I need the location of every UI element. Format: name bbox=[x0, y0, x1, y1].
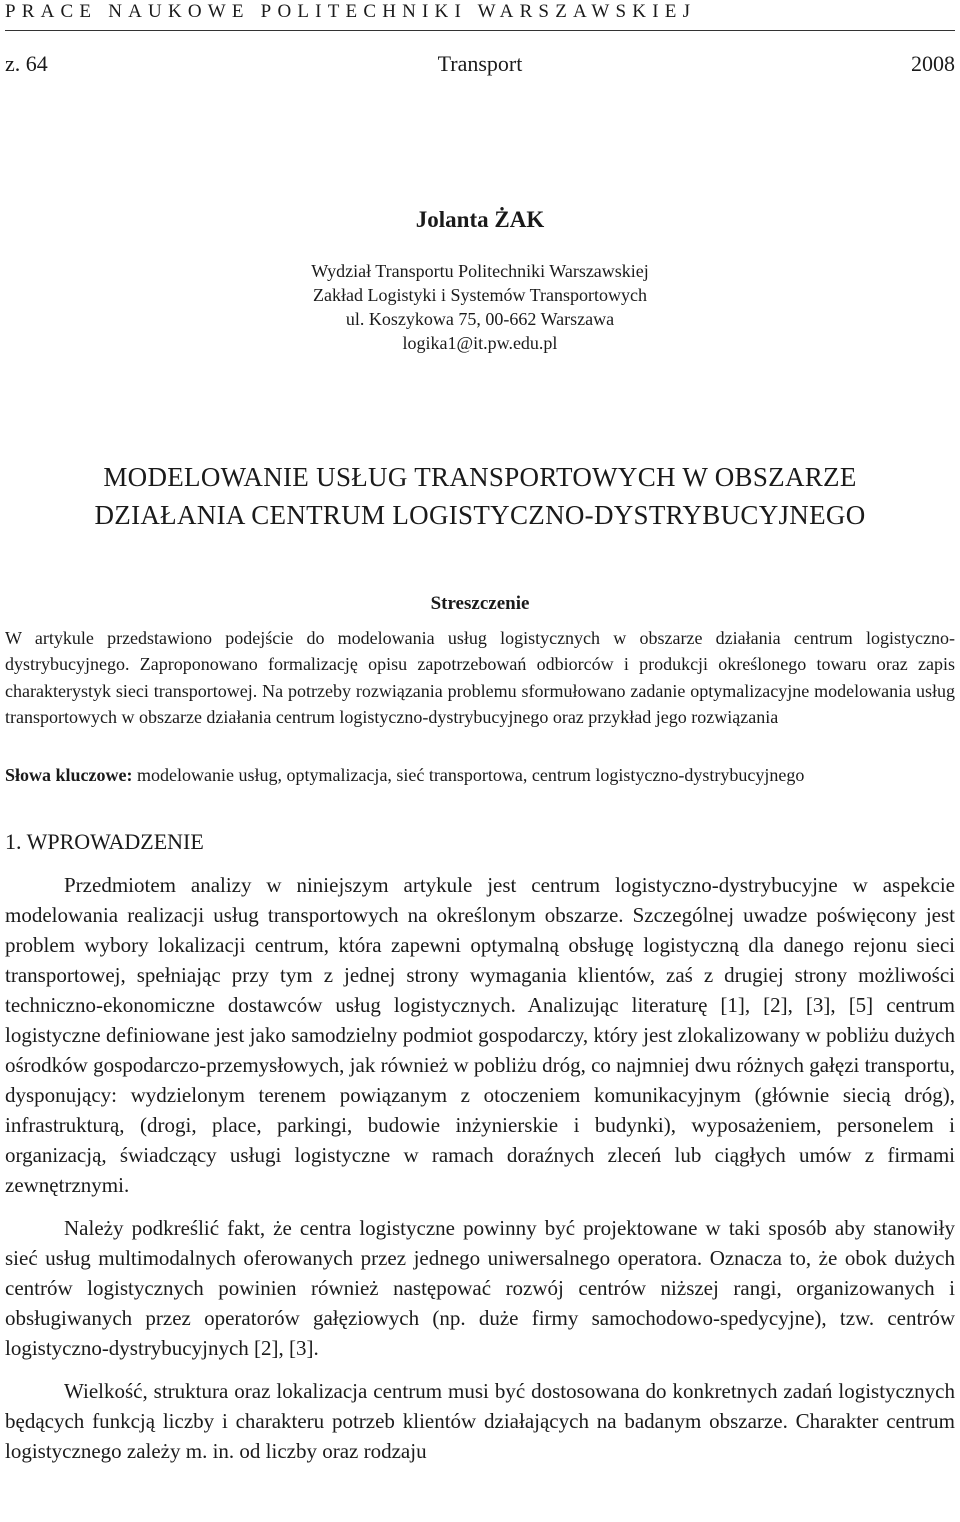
keywords-text: modelowanie usług, optymalizacja, sieć transportowa, centrum logistyczno-dystrybucyjnego bbox=[132, 765, 805, 785]
abstract-heading: Streszczenie bbox=[430, 593, 530, 614]
issue-number: z. 64 bbox=[5, 51, 48, 76]
affiliation-department: Zakład Logistyki i Systemów Transportowych bbox=[313, 285, 647, 305]
affiliation-email[interactable]: logika1@it.pw.edu.pl bbox=[402, 333, 558, 353]
body-paragraph-2: Należy podkreślić fakt, że centra logistyczne powinny być projektowane w taki sposób aby stanowiły sieć usług multimodalnych oferowanych przez jednego uniwersalnego operatora. Oznacza to, że obok dużych centrów logistycznych powinien również następować rozwój centrów niższej rangi, organizowanych i obsługiwanych przez operatorów gałęziowych (np. duże firmy samochodowo-spedycyjne), tzw. centrów logistyczno-dystrybucyjnych [2], [3]. bbox=[5, 1216, 955, 1360]
affiliation-address: ul. Koszykowa 75, 00-662 Warszawa bbox=[345, 309, 615, 329]
affiliation-faculty: Wydział Transportu Politechniki Warszawskiej bbox=[311, 261, 649, 281]
section-body bbox=[5, 870, 955, 1479]
keywords bbox=[5, 762, 955, 788]
author-affiliation bbox=[0, 259, 960, 355]
body-paragraph-3: Wielkość, struktura oraz lokalizacja centrum musi być dostosowana do konkretnych zadań logistycznych będących funkcją liczby i charakteru potrzeb klientów działających na badanym obszarze. Charakter centrum logistycznego zależy m. in. od liczby oraz rodzaju bbox=[5, 1379, 955, 1463]
issue-section: Transport bbox=[437, 51, 523, 76]
header-rule bbox=[5, 30, 955, 31]
paper-title bbox=[0, 458, 960, 534]
keywords-label: Słowa kluczowe: bbox=[5, 765, 133, 785]
body-paragraph-1: Przedmiotem analizy w niniejszym artykule jest centrum logistyczno-dystrybucyjne w aspekcie modelowania realizacji usług transportowych na określonym obszarze. Szczególnej uwadze poświęcony jest problem wybory lokalizacji centrum, która zapewni optymalną obsługę logistyczną dla danego rejonu sieci transportowej, spełniając przy tym z jednej strony wymagania klientów, zaś z drugiej strony możliwości techniczno-ekonomiczne dostawców usług logistycznych. Analizując literaturę [1], [2], [3], [5] centrum logistyczne definiowane jest jako samodzielny podmiot gospodarczy, który jest zlokalizowany w pobliżu dużych ośrodków gospodarczo-przemysłowych, jak również w pobliżu dróg, co najmniej dwu różnych gałęzi transportu, dysponujący: wydzielonym terenem powiązanym z otoczeniem komunikacyjnym (głównie siecią dróg), infrastrukturą, (drogi, place, parkingi, budowie inżynierskie i budynki), wyposażeniem, personelem i organizacją, świadczący usługi logistyczne w ramach doraźnych zleceń lub ciągłych umów z firmami zewnętrznymi. bbox=[5, 873, 955, 1197]
author-name: Jolanta ŻAK bbox=[415, 207, 545, 232]
journal-series-title: PRACE NAUKOWE POLITECHNIKI WARSZAWSKIEJ bbox=[5, 1, 697, 22]
paper-title-line-2: DZIAŁANIA CENTRUM LOGISTYCZNO-DYSTRYBUCYJNEGO bbox=[94, 500, 866, 530]
issue-year: 2008 bbox=[911, 51, 955, 76]
section-heading: 1. WPROWADZENIE bbox=[5, 829, 204, 854]
paper-title-line-1: MODELOWANIE USŁUG TRANSPORTOWYCH W OBSZARZE bbox=[103, 462, 857, 492]
abstract-text: W artykule przedstawiono podejście do modelowania usług logistycznych w obszarze działania centrum logistyczno-dystrybucyjnego. Zaproponowano formalizację opisu zapotrzebowań odbiorców i produkcji określonego towaru oraz zapis charakterystyk sieci transportowej. Na potrzeby rozwiązania problemu sformułowano zadanie optymalizacyjne modelowania usług transportowych w obszarze działania centrum logistyczno-dystrybucyjnego oraz przykład jego rozwiązania bbox=[5, 628, 955, 728]
